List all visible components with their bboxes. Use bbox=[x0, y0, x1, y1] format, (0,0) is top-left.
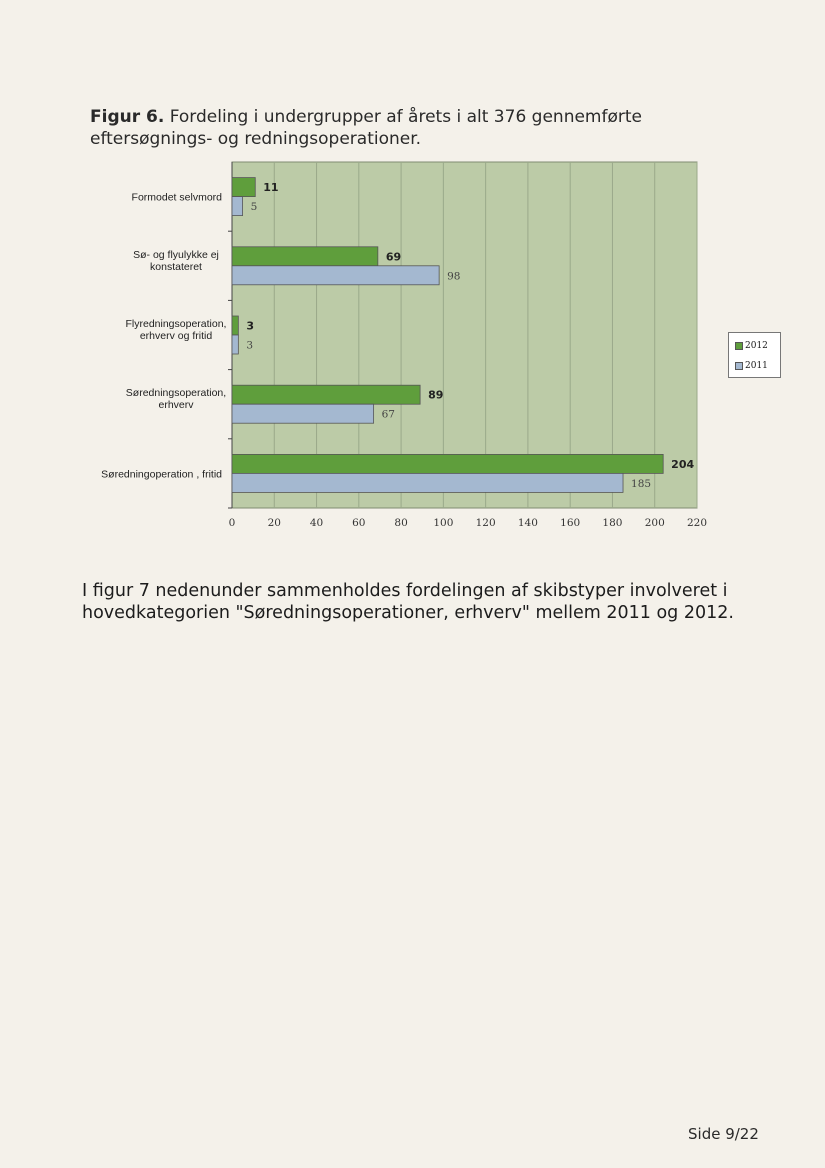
legend-label-2011: 2011 bbox=[745, 361, 768, 371]
data-label-2012-3: 89 bbox=[428, 388, 444, 402]
bar-2012-4 bbox=[232, 454, 663, 473]
data-label-2012-2: 3 bbox=[246, 319, 254, 333]
category-label-1-1: konstateret bbox=[150, 260, 202, 273]
category-label-1-0: Sø- og flyulykke ej bbox=[133, 248, 219, 261]
figure-caption-text: Fordeling i undergrupper af årets i alt 376 gennemførte eftersøgnings- og redningsoperationer. bbox=[90, 107, 642, 149]
bar-2011-0 bbox=[232, 197, 243, 216]
x-tick-label-60: 60 bbox=[352, 517, 366, 529]
body-paragraph: I figur 7 nedenunder sammenholdes fordelingen af skibstyper involveret i hovedkategorien "Søredningsoperationer, erhverv" mellem 2011 og 2012. bbox=[82, 581, 734, 623]
bar-2011-2 bbox=[232, 335, 238, 354]
category-label-4-0: Søredningoperation , fritid bbox=[101, 468, 222, 481]
bar-2012-3 bbox=[232, 385, 420, 404]
x-tick-label-40: 40 bbox=[309, 517, 324, 529]
data-label-2012-4: 204 bbox=[671, 457, 695, 471]
legend-swatch-2011 bbox=[735, 362, 743, 370]
category-label-2-1: erhverv og fritid bbox=[139, 330, 213, 342]
legend-swatch-2012 bbox=[735, 342, 743, 350]
data-label-2011-3: 67 bbox=[381, 408, 395, 421]
legend-item-2012 bbox=[735, 341, 768, 351]
data-label-2012-0: 11 bbox=[263, 181, 279, 195]
x-tick-label-80: 80 bbox=[394, 517, 408, 529]
x-tick-label-20: 20 bbox=[267, 517, 281, 529]
bar-chart bbox=[0, 0, 825, 560]
chart-legend bbox=[728, 332, 781, 378]
bar-2011-4 bbox=[232, 473, 623, 492]
category-label-3-0: Søredningsoperation, bbox=[125, 387, 227, 400]
x-tick-label-120: 120 bbox=[475, 517, 496, 529]
x-tick-label-160: 160 bbox=[560, 517, 581, 529]
bar-2012-2 bbox=[232, 316, 238, 335]
x-tick-label-180: 180 bbox=[602, 517, 623, 529]
legend-label-2012: 2012 bbox=[745, 341, 768, 351]
data-label-2011-2: 3 bbox=[246, 339, 254, 352]
x-tick-label-0: 0 bbox=[228, 517, 236, 529]
legend-item-2011 bbox=[735, 361, 768, 371]
bar-chart-svg bbox=[0, 0, 825, 560]
page-number: Side 9/22 bbox=[688, 1125, 759, 1143]
x-tick-label-220: 220 bbox=[686, 517, 708, 529]
x-tick-label-100: 100 bbox=[433, 517, 454, 529]
bar-2012-1 bbox=[232, 247, 378, 266]
bar-2011-3 bbox=[232, 404, 374, 423]
category-label-3-1: erhverv bbox=[158, 399, 194, 412]
data-label-2011-1: 98 bbox=[447, 270, 461, 283]
data-label-2011-0: 5 bbox=[250, 201, 258, 214]
bar-2012-0 bbox=[232, 178, 255, 197]
category-label-0-0: Formodet selvmord bbox=[131, 191, 222, 204]
data-label-2011-4: 185 bbox=[631, 477, 652, 490]
category-label-2-0: Flyredningsoperation, bbox=[125, 318, 227, 330]
bar-2011-1 bbox=[232, 266, 439, 285]
figure-label: Figur 6. bbox=[90, 107, 165, 127]
x-tick-label-200: 200 bbox=[644, 517, 665, 529]
x-tick-label-140: 140 bbox=[517, 517, 538, 529]
data-label-2012-1: 69 bbox=[385, 250, 402, 264]
